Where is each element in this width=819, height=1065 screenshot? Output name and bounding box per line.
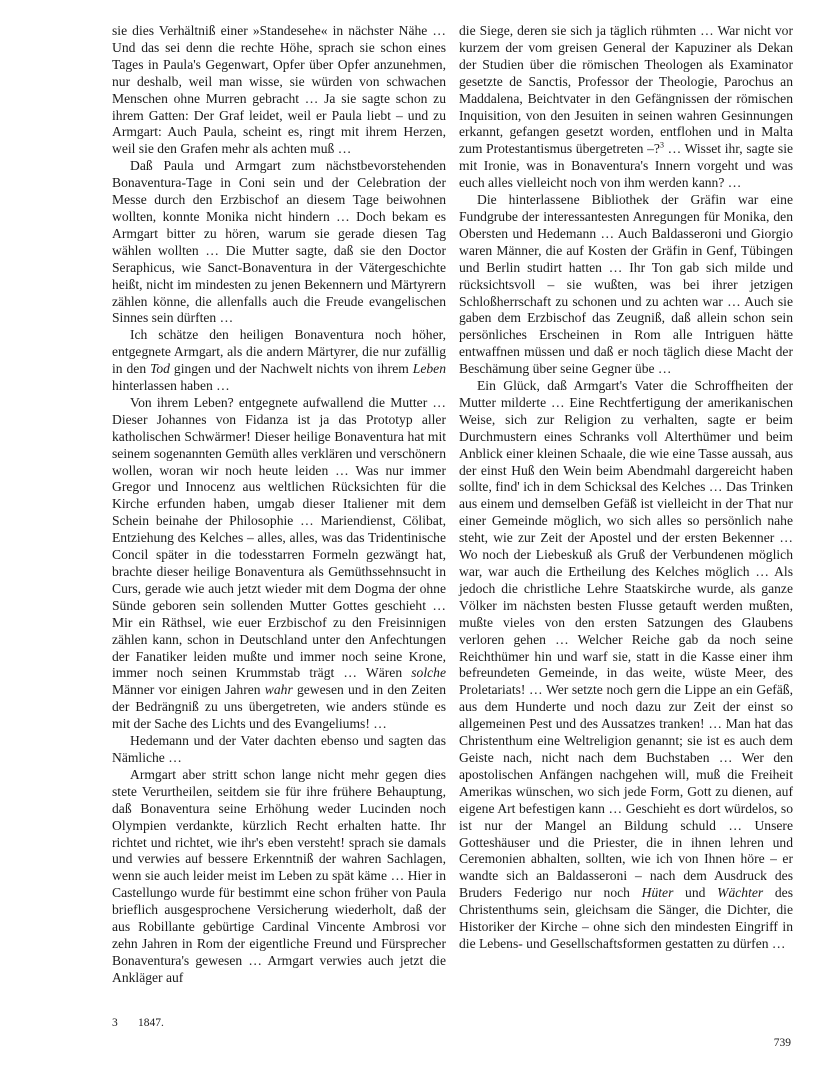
page-number: 739 <box>773 1037 791 1049</box>
emphasis-text: solche <box>411 665 446 681</box>
emphasis-text: wahr <box>264 682 293 698</box>
paragraph: sie dies Verhältniß einer »Standesehe« in nächster Nähe … Und das sei denn die rechte Höhe, sprach sie schon eines Tages in Paula's Gegenwart, Opfer über Opfer anzunehmen, nur deshalb, weil man wisse, sie würden von schwachen Menschen ohne Murren gebracht … Ja sie sagte schon zu ihrem Gatten: Der Graf leidet, weil er Paula liebt – und zu Armgart: Auch Paula, scheint es, ringt mit ihrem Herzen, weil sie den Grafen mehr als achten muß … <box>112 23 446 157</box>
text-run: … Wisset ihr, sagte sie mit Ironie, was in Bonaventura's Innern vorgeht und was euch alles vielleicht noch von ihm werden kann? … <box>459 141 793 191</box>
text-run: Ein Glück, daß Armgart's Vater die Schroffheiten der Mutter milderte … Eine Rechtfertigung der amerikanischen Weise, sich zur Religion zu verhalten, sagte er beim Durchmustern eines Schranks voll Alterthümer und beim Anblick einer kleinen Schaale, die wie eine Tasse aussah, aus der einst Huß den Wein beim Abendmahl dargereicht haben sollte, find' ich in dem Schicksal des Kelches … Das Trinken aus einem und demselben Gefäß ist vielleicht in der That nur einer Gemeinde möglich, wo sich alles so persönlich nahe steht, wie zur Zeit der Apostel und der ersten Bekenner … Wo noch der Liebeskuß als Gruß der Verbundenen möglich war, war auch die Ertheilung des Kelches möglich … Als jedoch die christliche Lehre Staatskirche wurde, als ganze Völker im nächsten besten Flusse getauft werden mußten, mußte vieles von den ersten Satzungen des Glaubens verloren gehen … Welcher Reiche gab da noch seine Reichthümer hin und warf sie, statt in die Kasse einer ihm befreundeten Gemeinde, in das weite, wüste Meer, des Proletariats! … Wer setzte noch gern die Lippe an ein Gefäß, aus dem Hunderte und noch dazu zur Zeit der einst so allgemeinen Pest und des Aussatzes tranken! … Man hat das Christenthum eine Weltreligion genannt; sie ist es auch dem Geiste nach, nicht nach dem Buchstaben … Wer den apostolischen Anfängen nachgehen will, muß die Freiheit Amerikas wünschen, wo sich jede Form, Gott zu dienen, auf eigene Art befestigen kann … Geschieht es dort würdelos, so ist nur der Mangel an Bildung schuld … Unsere Gotteshäuser und die Priester, die in ihnen lehren und Ceremonien abhalten, sollten, wie ich von Ihnen höre – er wandte sich an Baldasseroni – nach dem Ausdruck des Bruders Federigo nur noch <box>459 378 793 901</box>
text-run: die Siege, deren sie sich ja täglich rühmten … War nicht vor kurzem der vom greisen General der Kapuziner als Dekan der Studien über die römischen Theologen als Examinator gesetzte de Sanctis, Professor der Theologie, Parochus an Maddalena, Beichtvater in den Gefängnissen der römischen Inquisition, von den Jesuiten in seinen wahren Gesinnungen erkannt, gefangen gesetzt worden, entflohen und in Malta zum Protestantismus übergetreten –? <box>459 23 793 157</box>
paragraph: Hedemann und der Vater dachten ebenso und sagten das Nämliche … <box>112 733 446 765</box>
text-run: und <box>673 885 718 901</box>
paragraph: Armgart aber stritt schon lange nicht mehr gegen dies stete Verurtheilen, seitdem sie für ihre frühere Behauptung, daß Bonaventura seine Erhöhung weder Lucinden noch Olympien verdankte, kürzlich Recht erhalten hatte. Ihr richtet und richtet, wie ihr's eben versteht! sprach sie damals und verwies auf bessere Erkenntniß der wahren Sachlagen, wenn sie auch leider meist im Leben zu spät käme … Hier in Castellungo wurde für bestimmt eine schon früher von Paula brieflich ausgesprochene Versicherung wiederholt, daß der aus Robillante gebürtige Cardinal Vincente Ambrosi vor zehn Jahren in Rom der eigentliche Freund und Fürsprecher Bonaventura's gewesen … Armgart verwies auch jetzt die Ankläger auf <box>112 766 446 985</box>
emphasis-text: Tod <box>150 361 170 377</box>
text-run: Von ihrem Leben? entgegnete aufwallend die Mutter … Dieser Johannes von Fidanza ist ja das Prototyp aller katholischen Schwärmer! Dieser heilige Bonaventura hat mit seinem sogenannten Gemüth alles verklären und verschönern wollen, woran wir noch heute leiden … Was nur immer Gregor und Innocenz aus weltlichen Rücksichten für die Kirche erfunden haben, umgab dieser Italiener mit dem Schein beinahe der Philosophie … Mariendienst, Cölibat, Entziehung des Kelches – alles, alles, was das Tridentinische Concil später in die todesstarren Formeln gezwängt hat, brachte dieser heilige Bonaventura als Gemüthssehnsucht in Curs, gerade wie auch jetzt wieder mit dem Dogma der ohne Sünde geboren sein sollenden Mutter Gottes geschieht … Mir ein Räthsel, wie euer Erzbischof zu den Freisinnigen zählen kann, schon in Deutschland unter den Anfechtungen der Fanatiker leiden mußte und immer noch seine Krone, immer noch seinen Krummstab trägt … Wären <box>112 394 446 681</box>
text-run: hinterlassen haben … <box>112 378 230 394</box>
emphasis-text: Hüter <box>641 885 674 901</box>
footnote-reference[interactable]: 3 <box>659 140 664 150</box>
text-run: Ich schätze den heiligen Bonaventura noch höher, entgegnete Armgart, als die andern Märtyrer, die nur zufällig in den <box>112 327 446 377</box>
footnote-text: 1847. <box>138 1017 164 1029</box>
paragraph <box>459 378 793 953</box>
footnote <box>112 1016 164 1030</box>
text-run: Männer vor einigen Jahren <box>112 682 265 698</box>
paragraph <box>112 395 446 733</box>
footnote-number: 3 <box>112 1017 118 1029</box>
paragraph <box>112 327 446 395</box>
paragraph: Die hinterlassene Bibliothek der Gräfin war eine Fundgrube der interessantesten Anregungen für Monika, den Obersten und Hedemann … Auch Baldasseroni und Giorgio waren Männer, die auf Kosten der Gräfin in Genf, Tübingen und Berlin studirt hatten … Ihr Ton gab sich milde und rücksichtsvoll – sie wußten, was bei ihrer jetzigen Schloßherrschaft zu schonen und zu achten war … Auch sie gaben dem Erzbischof das Zeugniß, daß allein schon sein persönliches Erscheinen in Rom alle Intriguen hätte entwaffnen müssen und daß er noch täglich diese Macht der Beschämung über seine Gegner übe … <box>459 192 793 377</box>
text-run: des Christenthums sein, gleichsam die Sänger, die Dichter, die Historiker der Kirche – ohne sich den mindesten Eingriff in die Lebens- und Gesellschaftsformen gestatten zu dürfen … <box>459 885 794 951</box>
paragraph: Daß Paula und Armgart zum nächstbevorstehenden Bonaventura-Tage in Coni sein und der Celebration der Messe durch den Erzbischof an diesem Tage beiwohnen wollten, konnte Monika nicht hindern … Doch bekam es Armgart bitter zu hören, warum sie gerade diesen Tag wählen wollten … Die Mutter sagte, daß sie den Doctor Seraphicus, wie Sanct-Bonaventura in der Vätergeschichte heißt, nicht im mindesten zu jenen Bekennern und Märtyrern zählen könne, die allenfalls auch die Freude evangelischen Sinnes sein dürften … <box>112 158 446 326</box>
emphasis-text: Leben <box>412 361 447 377</box>
right-text-column <box>459 23 793 953</box>
text-run: gingen und der Nachwelt nichts von ihrem <box>169 361 413 377</box>
left-text-column <box>112 23 446 987</box>
paragraph <box>459 23 793 192</box>
emphasis-text: Wächter <box>717 885 764 901</box>
text-run: gewesen und in den Zeiten der Bedrängniß zu uns übergetreten, wie anders stünde es mit der Sache des Lichts und des Evangeliums! … <box>112 682 446 732</box>
